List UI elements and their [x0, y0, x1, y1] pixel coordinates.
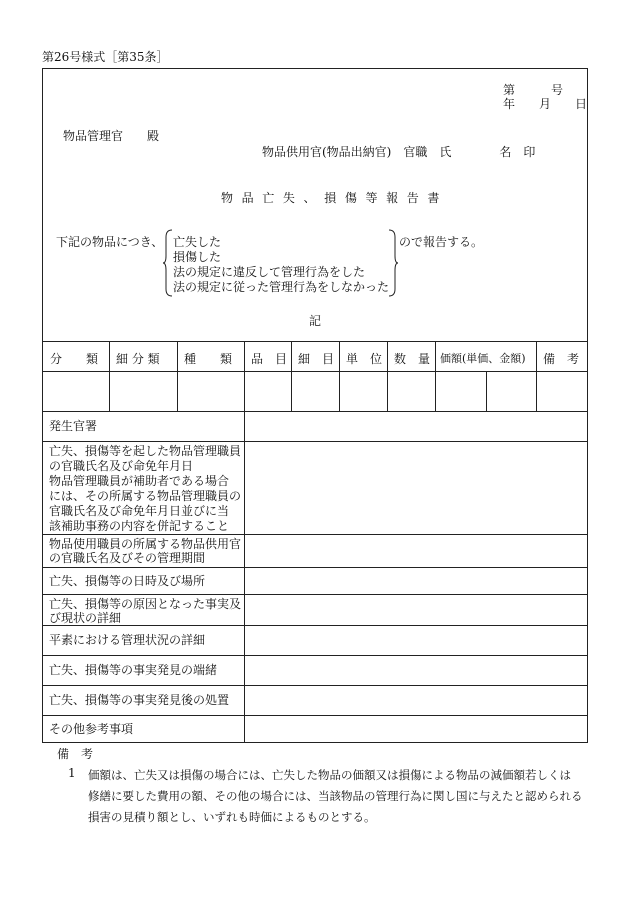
date-field: 年 月 日 — [503, 97, 588, 111]
note-text: 価額は、亡失又は損傷の場合には、亡失した物品の価額又は損傷による物品の減価額若しくは 修繕に要した費用の額、その他の場合には、当該物品の管理行為に関し国に与えたと認められる 損害の見積り額とし、いずれも時価によるものとする。 — [88, 768, 583, 824]
number-field: 第 号 — [503, 83, 564, 97]
divider — [42, 594, 588, 595]
divider — [435, 341, 436, 411]
divider — [387, 341, 388, 411]
notes-heading: 備 考 — [57, 747, 94, 761]
divider — [42, 534, 588, 535]
option-item: 亡失した — [173, 235, 222, 249]
page-title: 物品亡失、損傷等報告書 — [221, 191, 449, 205]
column-header: 価額(単価、金額) — [440, 352, 526, 365]
detail-label: 物品使用職員の所属する物品供用官 の官職氏名及びその管理期間 — [49, 537, 242, 565]
column-header: 細 目 — [298, 352, 335, 366]
left-brace-icon — [163, 229, 173, 297]
divider — [339, 341, 340, 411]
divider — [536, 341, 537, 411]
right-brace-icon — [388, 229, 398, 297]
column-header: 単 位 — [346, 352, 383, 366]
divider — [42, 715, 588, 716]
divider — [42, 685, 588, 686]
column-header: 品 目 — [251, 352, 288, 366]
divider — [42, 567, 588, 568]
divider — [109, 341, 110, 411]
detail-label: 発生官署 — [49, 419, 98, 433]
column-header: 数 量 — [394, 352, 431, 366]
detail-label: 亡失、損傷等を起した物品管理職員 の官職氏名及び命免年月日 物品管理職員が補助者である場合 には、その所属する物品管理職員の 官職氏名及び命免年月日並びに当 該補助事務の内容を併記すること — [49, 444, 242, 533]
form-number: 第26号様式［第35条］ — [42, 50, 169, 64]
note-number: 1 — [68, 766, 76, 780]
sender-signature: 物品供用官(物品出納官) 官職 氏 名 印 — [262, 145, 536, 159]
divider — [291, 341, 292, 411]
divider — [42, 441, 588, 442]
statement-prefix: 下記の物品につき、 — [56, 235, 164, 249]
detail-label: 平素における管理状況の詳細 — [49, 633, 206, 647]
addressee: 物品管理官 殿 — [63, 129, 160, 143]
column-header: 種 類 — [184, 352, 233, 366]
divider — [244, 411, 245, 743]
divider — [177, 341, 178, 411]
detail-label: 亡失、損傷等の原因となった事実及 び現状の詳細 — [49, 597, 242, 625]
statement-suffix: ので報告する。 — [399, 235, 484, 249]
ki-marker: 記 — [309, 314, 322, 328]
detail-label: その他参考事項 — [49, 722, 134, 736]
detail-label: 亡失、損傷等の事実発見の端緒 — [49, 663, 218, 677]
divider — [42, 341, 588, 342]
divider — [42, 411, 588, 412]
option-item: 法の規定に違反して管理行為をした — [173, 265, 366, 279]
column-header: 備 考 — [543, 352, 580, 366]
option-item: 損傷した — [173, 250, 222, 264]
divider — [42, 655, 588, 656]
column-header: 細 分 類 — [116, 352, 160, 366]
divider — [486, 371, 487, 411]
divider — [42, 625, 588, 626]
column-header: 分 類 — [50, 352, 99, 366]
divider — [42, 371, 588, 372]
divider — [244, 341, 245, 411]
detail-label: 亡失、損傷等の日時及び場所 — [49, 574, 206, 588]
detail-label: 亡失、損傷等の事実発見後の処置 — [49, 693, 230, 707]
option-item: 法の規定に従った管理行為をしなかった — [173, 280, 390, 294]
